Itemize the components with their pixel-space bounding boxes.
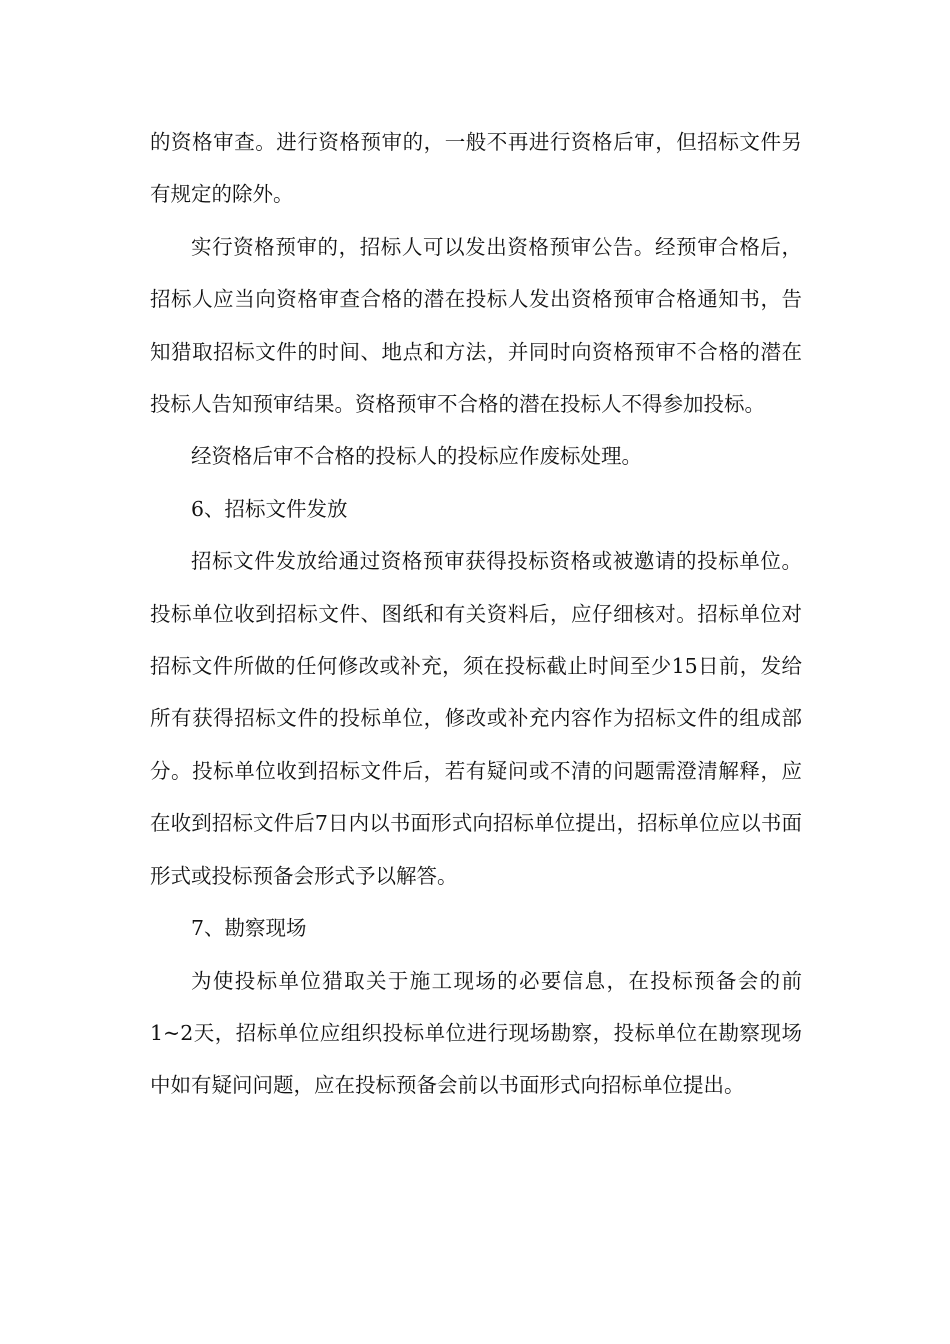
section-heading-6: 6、招标文件发放 [191, 496, 348, 521]
document-body [150, 116, 802, 1112]
paragraph-prequalification: 实行资格预审的，招标人可以发出资格预审公告。经预审合格后，招标人应当向资格审查合格的潜在投标人发出资格预审合格通知书，告知猎取招标文件的时间、地点和方法，并同时向资格预审不合格的潜在投标人告知预审结果。资格预审不合格的潜在投标人不得参加投标。 [150, 234, 802, 417]
section-heading-7: 7、勘察现场 [191, 916, 307, 941]
paragraph-post-qualification: 经资格后审不合格的投标人的投标应作废标处理。 [191, 444, 642, 469]
paragraph-document-distribution: 招标文件发放给通过资格预审获得投标资格或被邀请的投标单位。投标单位收到招标文件、图纸和有关资料后，应仔细核对。招标单位对招标文件所做的任何修改或补充，须在投标截止时间至少15日前，发给所有获得招标文件的投标单位，修改或补充内容作为招标文件的组成部分。投标单位收到招标文件后，若有疑问或不清的问题需澄清解释，应在收到招标文件后7日内以书面形式向招标单位提出，招标单位应以书面形式或投标预备会形式予以解答。 [150, 549, 802, 888]
paragraph-continuation: 的资格审查。进行资格预审的，一般不再进行资格后审，但招标文件另有规定的除外。 [150, 130, 802, 207]
paragraph-site-survey: 为使投标单位猎取关于施工现场的必要信息，在投标预备会的前1~2天，招标单位应组织投标单位进行现场勘察，投标单位在勘察现场中如有疑问问题，应在投标预备会前以书面形式向招标单位提出。 [150, 968, 802, 1098]
